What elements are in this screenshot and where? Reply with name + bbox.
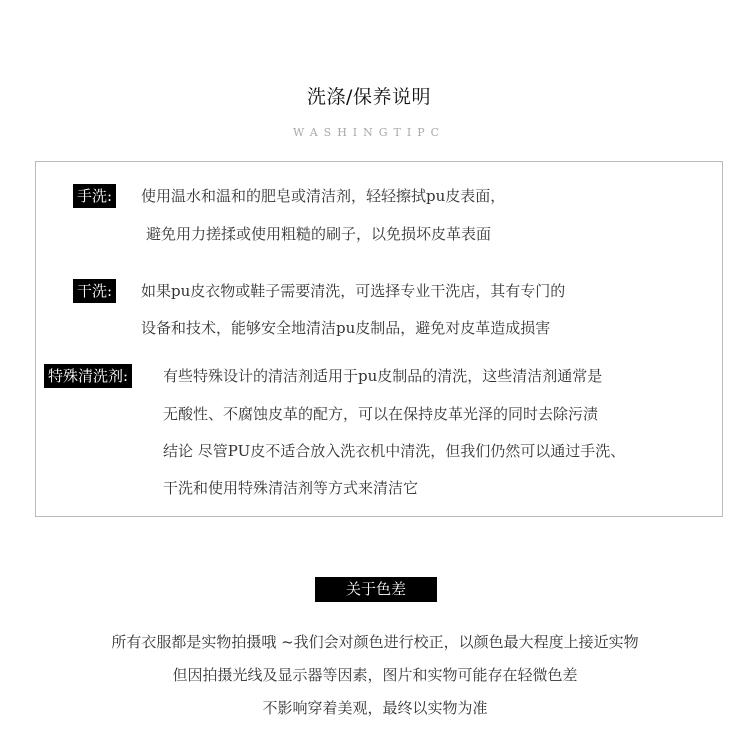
color-note-line: 所有衣服都是实物拍摄哦 ~我们会对颜色进行校正，以颜色最大程度上接近实物 xyxy=(111,633,639,651)
color-note-line: 不影响穿着美观，最终以实物为准 xyxy=(262,699,488,717)
section-line: 干洗和使用特殊清洁剂等方式来清洁它 xyxy=(163,479,419,497)
section-tag-special-cleaner: 特殊清洗剂: xyxy=(44,364,132,388)
washing-instructions-panel xyxy=(35,161,723,517)
section-line: 结论 尽管PU皮不适合放入洗衣机中清洗，但我们仍然可以通过手洗、 xyxy=(163,442,626,460)
color-difference-title: 关于色差 xyxy=(315,577,437,602)
page-title: 洗涤/保养说明 xyxy=(307,86,431,108)
section-tag-dry-clean: 干洗: xyxy=(73,279,116,303)
color-note-line: 但因拍摄光线及显示器等因素，图片和实物可能存在轻微色差 xyxy=(172,666,578,684)
section-line: 如果pu皮衣物或鞋子需要清洗，可选择专业干洗店，其有专门的 xyxy=(141,282,566,300)
section-tag-hand-wash: 手洗: xyxy=(73,184,116,208)
section-line: 无酸性、不腐蚀皮革的配方，可以在保持皮革光泽的同时去除污渍 xyxy=(163,405,599,423)
page-subtitle: WASHINGTIPC xyxy=(292,126,446,139)
section-line: 使用温水和温和的肥皂或清洁剂，轻轻擦拭pu皮表面， xyxy=(141,187,506,205)
section-line: 有些特殊设计的清洁剂适用于pu皮制品的清洗，这些清洁剂通常是 xyxy=(163,367,603,385)
section-line: 避免用力搓揉或使用粗糙的刷子，以免损坏皮革表面 xyxy=(146,225,492,243)
section-line: 设备和技术，能够安全地清洁pu皮制品，避免对皮革造成损害 xyxy=(141,319,551,337)
